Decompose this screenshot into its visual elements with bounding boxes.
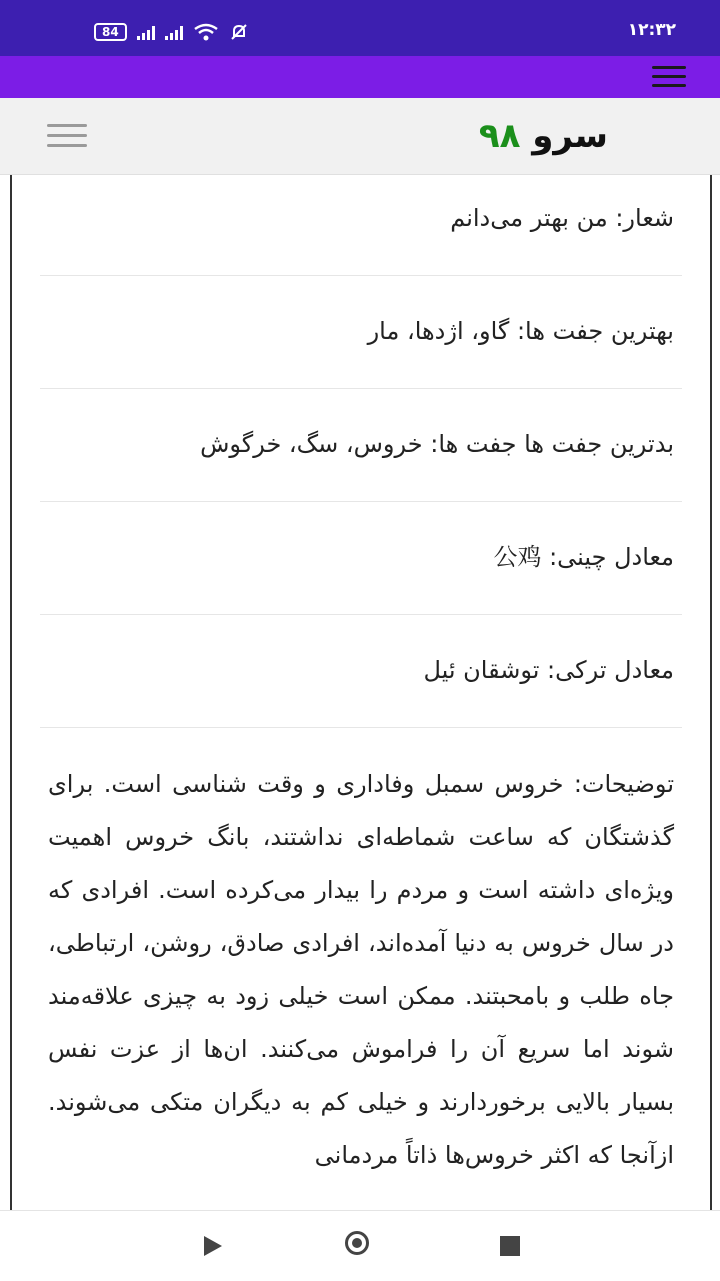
recents-icon[interactable] xyxy=(500,1236,520,1256)
list-item: بدترین جفت ها جفت ها: خروس، سگ، خرگوش xyxy=(40,389,682,502)
app-bar xyxy=(0,56,720,98)
list-item: شعار: من بهتر می‌دانم xyxy=(40,175,682,276)
description-paragraph: توضیحات: خروس سمبل وفاداری و وقت شناسی است. برای گذشتگان که ساعت شماطه‌ای نداشتند، بانگ خروس اهمیت ویژه‌ای داشته است و مردم را بیدار می‌کرده است. افرادی که در سال خروس به دنیا آمده‌اند، افرادی صادق، روشن، ارتباطی، جاه طلب و بامحبتند. ممکن است خیلی زود به چیزی علاقه‌مند شوند اما سریع آن را فراموش می‌کنند. ان‌ها از عزت نفس بسیار بالایی برخوردارند و خیلی کم به دیگران متکی می‌شوند. ازآنجا که اکثر خروس‌ها ذاتاً مردمانی xyxy=(48,770,674,1169)
back-icon[interactable] xyxy=(204,1236,222,1256)
wifi-icon xyxy=(193,23,219,41)
status-icons xyxy=(94,22,249,42)
list-item: معادل ترکی: توشقان ئیل xyxy=(40,615,682,728)
article-content xyxy=(10,175,712,1210)
bell-off-icon xyxy=(229,22,249,42)
logo-number: ۹۸ xyxy=(478,116,521,156)
logo-word: سرو xyxy=(532,116,608,156)
site-logo[interactable] xyxy=(479,116,608,156)
menu-icon[interactable] xyxy=(652,66,686,88)
battery-icon: 84 xyxy=(94,23,127,41)
site-header xyxy=(0,98,720,175)
status-bar xyxy=(0,0,720,56)
signal-icon xyxy=(137,24,155,40)
list-item: بهترین جفت ها: گاو، اژدها، مار xyxy=(40,276,682,389)
clock: ۱۲:۳۲ xyxy=(627,20,676,40)
home-icon[interactable] xyxy=(345,1231,369,1255)
signal-icon-2 xyxy=(165,24,183,40)
list-item: معادل چینی: 公鸡 xyxy=(40,502,682,615)
system-nav-bar xyxy=(0,1210,720,1281)
hamburger-icon[interactable] xyxy=(47,124,87,148)
